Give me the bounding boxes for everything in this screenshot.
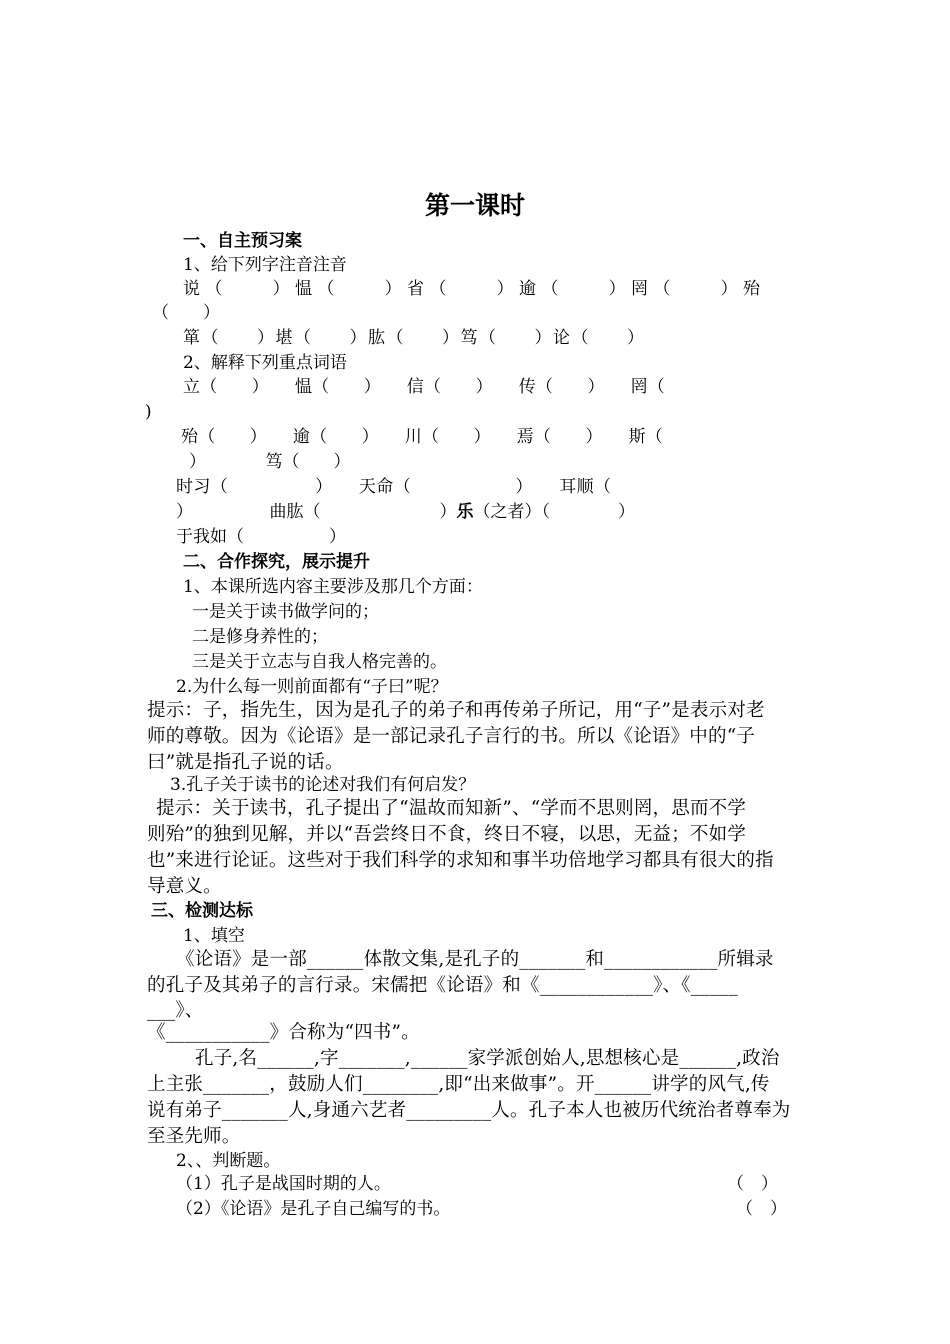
fill-line-7: 说有弟子_______人,身通六艺者_________人。孔子本人也被历代统治者尊奉为 [147,1100,791,1121]
vocab-row-3: 时习（ ） 天命（ ） 耳顺（ [176,477,612,497]
fill-line-2: 的孔子及其弟子的言行录。宋儒把《论语》和《____________》、《_____ [147,975,738,996]
section-1-heading: 一、自主预习案 [183,231,302,251]
fill-line-1: 《论语》是一部______体散文集,是孔子的_______和____________所辑录 [176,949,774,970]
hint-3-line-1: 提示：关于读书，孔子提出了“温故而知新”、“学而不思则罔，思而不学 [150,798,747,819]
hint-3-line-2: 则殆”的独到见解，并以“吾尝终日不食，终日不寝，以思，无益；不如学 [147,824,747,845]
fill-line-3: ___》、 [147,1000,204,1021]
page-title: 第一课时 [424,191,525,220]
fill-line-8: 至圣先师。 [147,1126,241,1147]
answer-line-1: 一是关于读书做学问的； [192,602,379,622]
vocab-row-1: 立（ ） 愠（ ） 信（ ） 传（ ） 罔（ [183,377,665,397]
pinyin-row-1: 说（ ）愠（ ）省（ ）逾（ ）罔（ ）殆 [183,279,766,299]
fill-line-5: 孔子,名______,字_______,______家学派创始人,思想核心是______,政治 [195,1048,780,1069]
fill-line-4: 《___________》合称为“四书”。 [147,1022,420,1043]
hint-2-line-3: 曰”就是指孔子说的话。 [147,752,344,773]
hint-2-line-2: 师的尊敬。因为《论语》是一部记录孔子言行的书。所以《论语》中的“子 [147,726,756,747]
judge-item-1: （1）孔子是战国时期的人。 [176,1174,391,1194]
question-3-1: 1、填空 [183,926,245,946]
fill-line-6: 上主张_______，鼓励人们________,即“出来做事”。开______讲学的风气,传 [147,1074,770,1095]
judge-item-1-paren: （ ） [727,1174,778,1194]
vocab-le: 乐 [456,502,474,522]
vocab-row-4 [176,501,635,523]
question-3-2: 2、、判断题。 [176,1151,281,1171]
question-2-1: 1、本课所选内容主要涉及那几个方面： [183,577,483,597]
question-2-3: 3.孔子关于读书的论述对我们有何启发？ [170,775,476,795]
judge-item-2-paren: （ ） [736,1199,787,1219]
vocab-row-2-cont: ） 笃（ ） [189,452,351,472]
judge-item-2: （2）《论语》是孔子自己编写的书。 [176,1199,451,1219]
hint-2-line-1: 提示：子，指先生，因为是孔子的弟子和再传弟子所记，用“子”是表示对老 [147,700,765,721]
question-2-2: 2.为什么每一则前面都有“子曰”呢？ [176,677,448,697]
vocab-row-1-cont: ) [145,402,152,422]
question-1-1: 1、给下列字注音注音 [183,255,347,275]
pinyin-row-2: 箪（ ）堪（ ）肱（ ）笃（ ）论（ ） [183,328,646,348]
question-1-2: 2、解释下列重点词语 [183,353,347,373]
answer-line-3: 三是关于立志与自我人格完善的。 [192,652,447,672]
answer-line-2: 二是修身养性的； [192,627,328,647]
section-2-heading: 二、合作探究，展示提升 [183,552,370,572]
section-3-heading: 三、检测达标 [151,901,253,921]
pinyin-row-1-cont: （ ） [152,303,220,323]
hint-3-line-4: 导意义。 [147,876,222,897]
hint-3-line-3: 也”来进行论证。这些对于我们科学的求知和事半功倍地学习都具有很大的指 [147,850,774,871]
vocab-row-4-part-b: （之者）（ ） [473,502,635,522]
vocab-row-5: 于我如（ ） [176,527,346,547]
vocab-row-2: 殆（ ） 逾（ ） 川（ ） 焉（ ） 斯（ [181,427,663,447]
vocab-row-4-part-a: ） 曲肱（ ） [176,502,457,522]
